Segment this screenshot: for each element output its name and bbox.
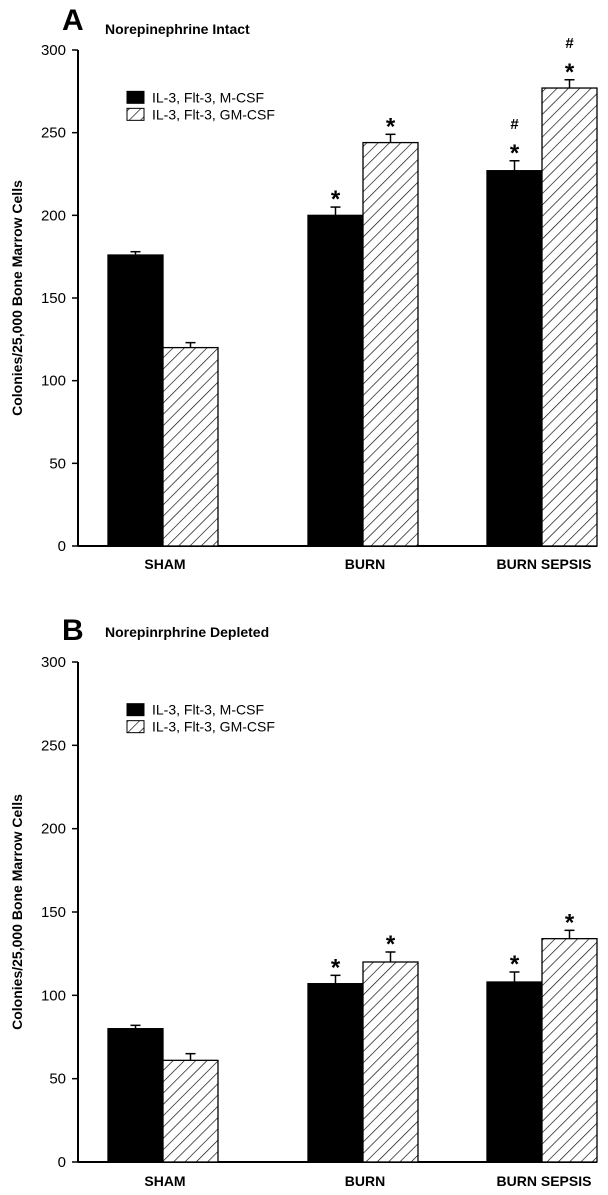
y-tick-label: 300 [40,654,66,671]
bar-m-csf [487,982,542,1162]
chart-panel-b [9,614,597,1189]
x-category-label: BURN [344,1173,386,1189]
bar-gm-csf [542,939,597,1162]
panel-letter: B [62,614,84,647]
bar-gm-csf [363,962,418,1162]
y-tick-label: 50 [49,455,66,473]
significance-star: * [564,909,575,937]
legend-swatch-m-csf [127,91,144,103]
x-category-label: BURN SEPSIS [496,556,592,572]
x-category-label: BURN SEPSIS [496,1173,592,1189]
y-axis-label: Colonies/25,000 Bone Marrow Cells [9,180,25,416]
bar-gm-csf [163,1060,218,1162]
y-tick-label: 50 [49,1070,66,1088]
chart-title: Norepinephrine Intact [105,21,250,37]
y-tick-label: 250 [40,737,66,755]
significance-star: * [509,951,520,978]
y-tick-label: 150 [40,904,66,921]
bar-m-csf [487,171,542,546]
panel-letter: A [62,4,84,37]
bar-gm-csf [363,143,418,546]
y-tick-label: 150 [40,290,66,307]
significance-hash: # [510,115,519,133]
legend-swatch-gm-csf [127,721,144,733]
legend-label: IL-3, Flt-3, GM-CSF [152,106,275,123]
chart-title: Norepinrphrine Depleted [105,624,270,640]
significance-star: * [330,186,341,214]
y-axis-label: Colonies/25,000 Bone Marrow Cells [9,794,25,1030]
significance-star: * [385,113,396,141]
bar-m-csf [308,984,363,1162]
legend-label: IL-3, Flt-3, GM-CSF [152,718,275,735]
bar-m-csf [308,215,363,546]
chart-panel-a [9,4,597,572]
y-tick-label: 300 [40,42,66,59]
y-tick-label: 100 [40,372,66,390]
y-tick-label: 0 [57,538,66,555]
significance-star: * [509,139,520,167]
bar-m-csf [108,255,163,546]
y-tick-label: 0 [57,1154,66,1171]
y-tick-label: 100 [40,987,66,1005]
bar-m-csf [108,1029,163,1162]
legend-label: IL-3, Flt-3, M-CSF [152,701,265,718]
legend [127,89,275,122]
x-category-label: BURN [344,556,386,572]
y-tick-label: 200 [40,207,66,225]
significance-star: * [330,954,341,982]
legend-swatch-m-csf [127,704,144,716]
significance-star: * [385,931,396,958]
bar-gm-csf [163,348,218,546]
legend-label: IL-3, Flt-3, M-CSF [152,89,265,106]
legend [127,702,275,735]
legend-swatch-gm-csf [127,108,144,120]
x-category-label: SHAM [144,556,186,572]
x-category-label: SHAM [144,1173,186,1189]
y-tick-label: 200 [40,820,66,838]
significance-star: * [564,58,575,86]
significance-hash: # [565,34,574,52]
bar-gm-csf [542,88,597,546]
y-tick-label: 250 [40,124,66,142]
